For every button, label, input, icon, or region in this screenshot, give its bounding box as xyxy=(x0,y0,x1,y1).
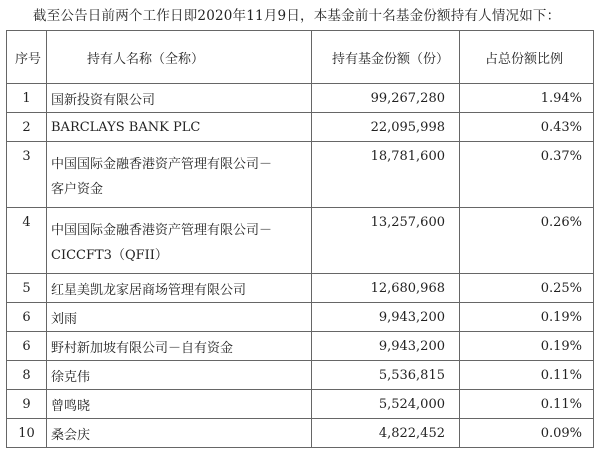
row-seq: 1 xyxy=(7,84,47,113)
row-seq: 3 xyxy=(7,142,47,208)
row-seq: 6 xyxy=(7,332,47,361)
row-holder-name: BARCLAYS BANK PLC xyxy=(47,113,312,142)
row-shares: 99,267,280 xyxy=(312,84,460,113)
row-seq: 8 xyxy=(7,361,47,390)
row-ratio: 0.43% xyxy=(460,113,594,142)
table-row xyxy=(7,142,594,208)
table-header-row xyxy=(7,31,594,84)
row-shares: 4,822,452 xyxy=(312,419,460,448)
row-shares: 5,524,000 xyxy=(312,390,460,419)
intro-text: 截至公告日前两个工作日即2020年11月9日，本基金前十名基金份额持有人情况如下： xyxy=(33,8,561,24)
row-holder-name: 红星美凯龙家居商场管理有限公司 xyxy=(47,274,312,303)
row-shares: 18,781,600 xyxy=(312,142,460,208)
row-shares: 22,095,998 xyxy=(312,113,460,142)
header-shares: 持有基金份额（份） xyxy=(312,31,460,84)
table-row xyxy=(7,390,594,419)
row-holder-name: 徐克伟 xyxy=(47,361,312,390)
header-seq: 序号 xyxy=(7,31,47,84)
table-row xyxy=(7,274,594,303)
header-ratio: 占总份额比例 xyxy=(460,31,594,84)
row-holder-name: 刘雨 xyxy=(47,303,312,332)
row-shares: 13,257,600 xyxy=(312,208,460,274)
row-seq: 6 xyxy=(7,303,47,332)
table-row xyxy=(7,113,594,142)
table-row xyxy=(7,419,594,448)
row-shares: 5,536,815 xyxy=(312,361,460,390)
table-row xyxy=(7,361,594,390)
row-shares: 12,680,968 xyxy=(312,274,460,303)
table-row xyxy=(7,303,594,332)
row-seq: 9 xyxy=(7,390,47,419)
row-ratio: 0.25% xyxy=(460,274,594,303)
row-holder-name: 曾鸣晓 xyxy=(47,390,312,419)
row-holder-name: 中国国际金融香港资产管理有限公司－ CICCFT3（QFII） xyxy=(47,208,312,274)
row-holder-name: 国新投资有限公司 xyxy=(47,84,312,113)
row-seq: 5 xyxy=(7,274,47,303)
row-ratio: 0.19% xyxy=(460,303,594,332)
row-seq: 4 xyxy=(7,208,47,274)
row-holder-name: 中国国际金融香港资产管理有限公司－ 客户资金 xyxy=(47,142,312,208)
header-holder-name: 持有人名称（全称） xyxy=(47,31,312,84)
row-ratio: 0.11% xyxy=(460,390,594,419)
table-row xyxy=(7,208,594,274)
row-ratio: 0.26% xyxy=(460,208,594,274)
row-ratio: 0.19% xyxy=(460,332,594,361)
row-ratio: 0.11% xyxy=(460,361,594,390)
row-seq: 2 xyxy=(7,113,47,142)
row-ratio: 0.37% xyxy=(460,142,594,208)
holders-table xyxy=(6,30,594,448)
row-seq: 10 xyxy=(7,419,47,448)
table-row xyxy=(7,84,594,113)
row-holder-name: 桑会庆 xyxy=(47,419,312,448)
table-row xyxy=(7,332,594,361)
row-shares: 9,943,200 xyxy=(312,332,460,361)
row-ratio: 0.09% xyxy=(460,419,594,448)
row-ratio: 1.94% xyxy=(460,84,594,113)
row-holder-name: 野村新加坡有限公司－自有资金 xyxy=(47,332,312,361)
row-shares: 9,943,200 xyxy=(312,303,460,332)
